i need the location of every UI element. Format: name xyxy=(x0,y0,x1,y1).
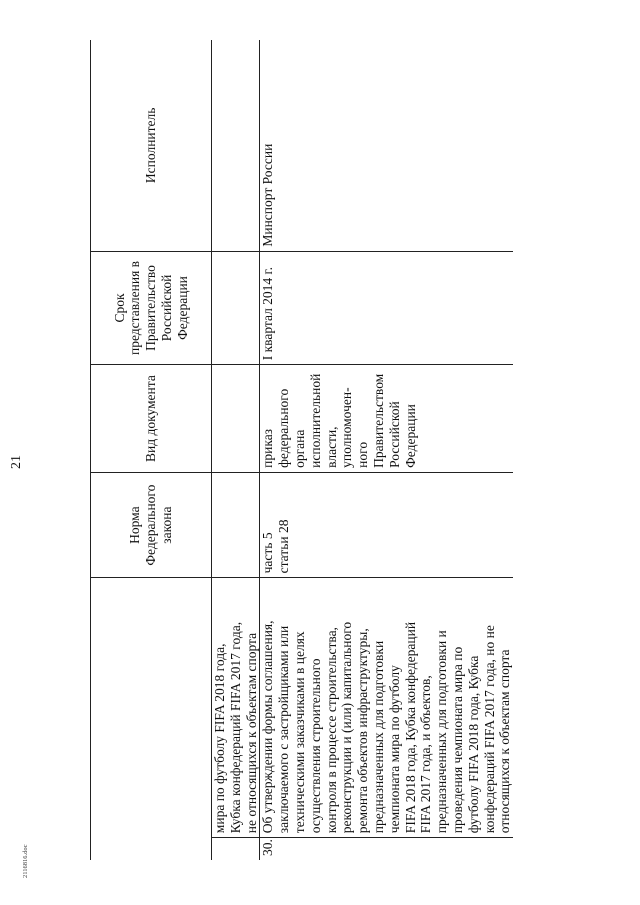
name-line: ремонта объектов инфраструктуры, xyxy=(355,628,371,834)
row-30-term-cell: I квартал 2014 г. xyxy=(260,251,513,365)
name-line: Об утверждении формы соглашения, xyxy=(260,620,276,834)
continued-num-cell xyxy=(212,838,260,860)
continued-kind-cell xyxy=(212,365,260,473)
document-footer: 2116816.doc xyxy=(22,844,29,878)
continued-exec-cell xyxy=(212,40,260,251)
table-row-continued xyxy=(212,40,260,860)
row-30-kind-cell xyxy=(260,365,513,473)
header-name xyxy=(91,578,212,860)
continued-norm-cell xyxy=(212,472,260,578)
name-line: конфедераций FIFA 2017 года, но не xyxy=(481,625,497,834)
document-table xyxy=(90,40,513,860)
norm-line: часть 5 xyxy=(260,532,276,574)
rotated-table-container xyxy=(90,40,620,860)
continued-term-cell xyxy=(212,251,260,365)
kind-line: Правительством xyxy=(370,373,386,468)
header-exec: Исполнитель xyxy=(91,40,212,251)
name-line: осуществления строительного xyxy=(307,658,323,834)
name-line: предназначенных для подготовки xyxy=(370,640,386,834)
name-line: проведения чемпионата мира по xyxy=(449,646,465,834)
row-number: 30. xyxy=(260,839,276,856)
table-row-30 xyxy=(260,40,513,860)
name-line: не относящихся к объектам спорта xyxy=(243,632,259,834)
kind-line: органа xyxy=(291,429,307,468)
kind-line: ного xyxy=(355,441,371,468)
header-kind: Вид документа xyxy=(91,365,212,473)
kind-line: власти, xyxy=(323,426,339,468)
header-norm: Норма Федерального закона xyxy=(91,472,212,578)
kind-line: уполномочен- xyxy=(339,387,355,468)
name-line: чемпионата мира по футболу xyxy=(386,665,402,834)
header-term: Срок представления в Правительство Российской Федерации xyxy=(91,251,212,365)
name-line: FIFA 2017 года, и объектов, xyxy=(418,675,434,834)
page-number: 21 xyxy=(9,455,24,469)
kind-line: Российской xyxy=(386,401,402,468)
kind-line: приказ xyxy=(260,428,276,468)
row-30-norm-cell xyxy=(260,472,513,578)
name-line: контроля в процессе строительства, xyxy=(323,627,339,834)
name-line: техническими заказчиками в целях xyxy=(291,631,307,834)
table-header xyxy=(91,40,212,860)
name-line: мира по футболу FIFA 2018 года, xyxy=(212,643,227,834)
row-30-name-cell xyxy=(260,578,513,838)
norm-line: статьи 28 xyxy=(276,519,292,574)
name-line: предназначенных для подготовки и xyxy=(434,630,450,834)
name-line: реконструкции и (или) капитального xyxy=(339,621,355,834)
name-line: FIFA 2018 года, Кубка конфедераций xyxy=(402,621,418,834)
name-line: заключаемого с застройщиками или xyxy=(276,625,292,834)
name-line: Кубка конфедераций FIFA 2017 года, xyxy=(227,621,243,834)
continued-name-cell xyxy=(212,578,260,838)
row-30-exec-cell: Минспорт России xyxy=(260,40,513,251)
kind-line: федерального xyxy=(276,388,292,468)
kind-line: Федерации xyxy=(402,404,418,468)
name-line: относящихся к объектам спорта xyxy=(497,649,513,834)
kind-line: исполнительной xyxy=(307,373,323,468)
name-line: футболу FIFA 2018 года, Кубка xyxy=(465,655,481,834)
